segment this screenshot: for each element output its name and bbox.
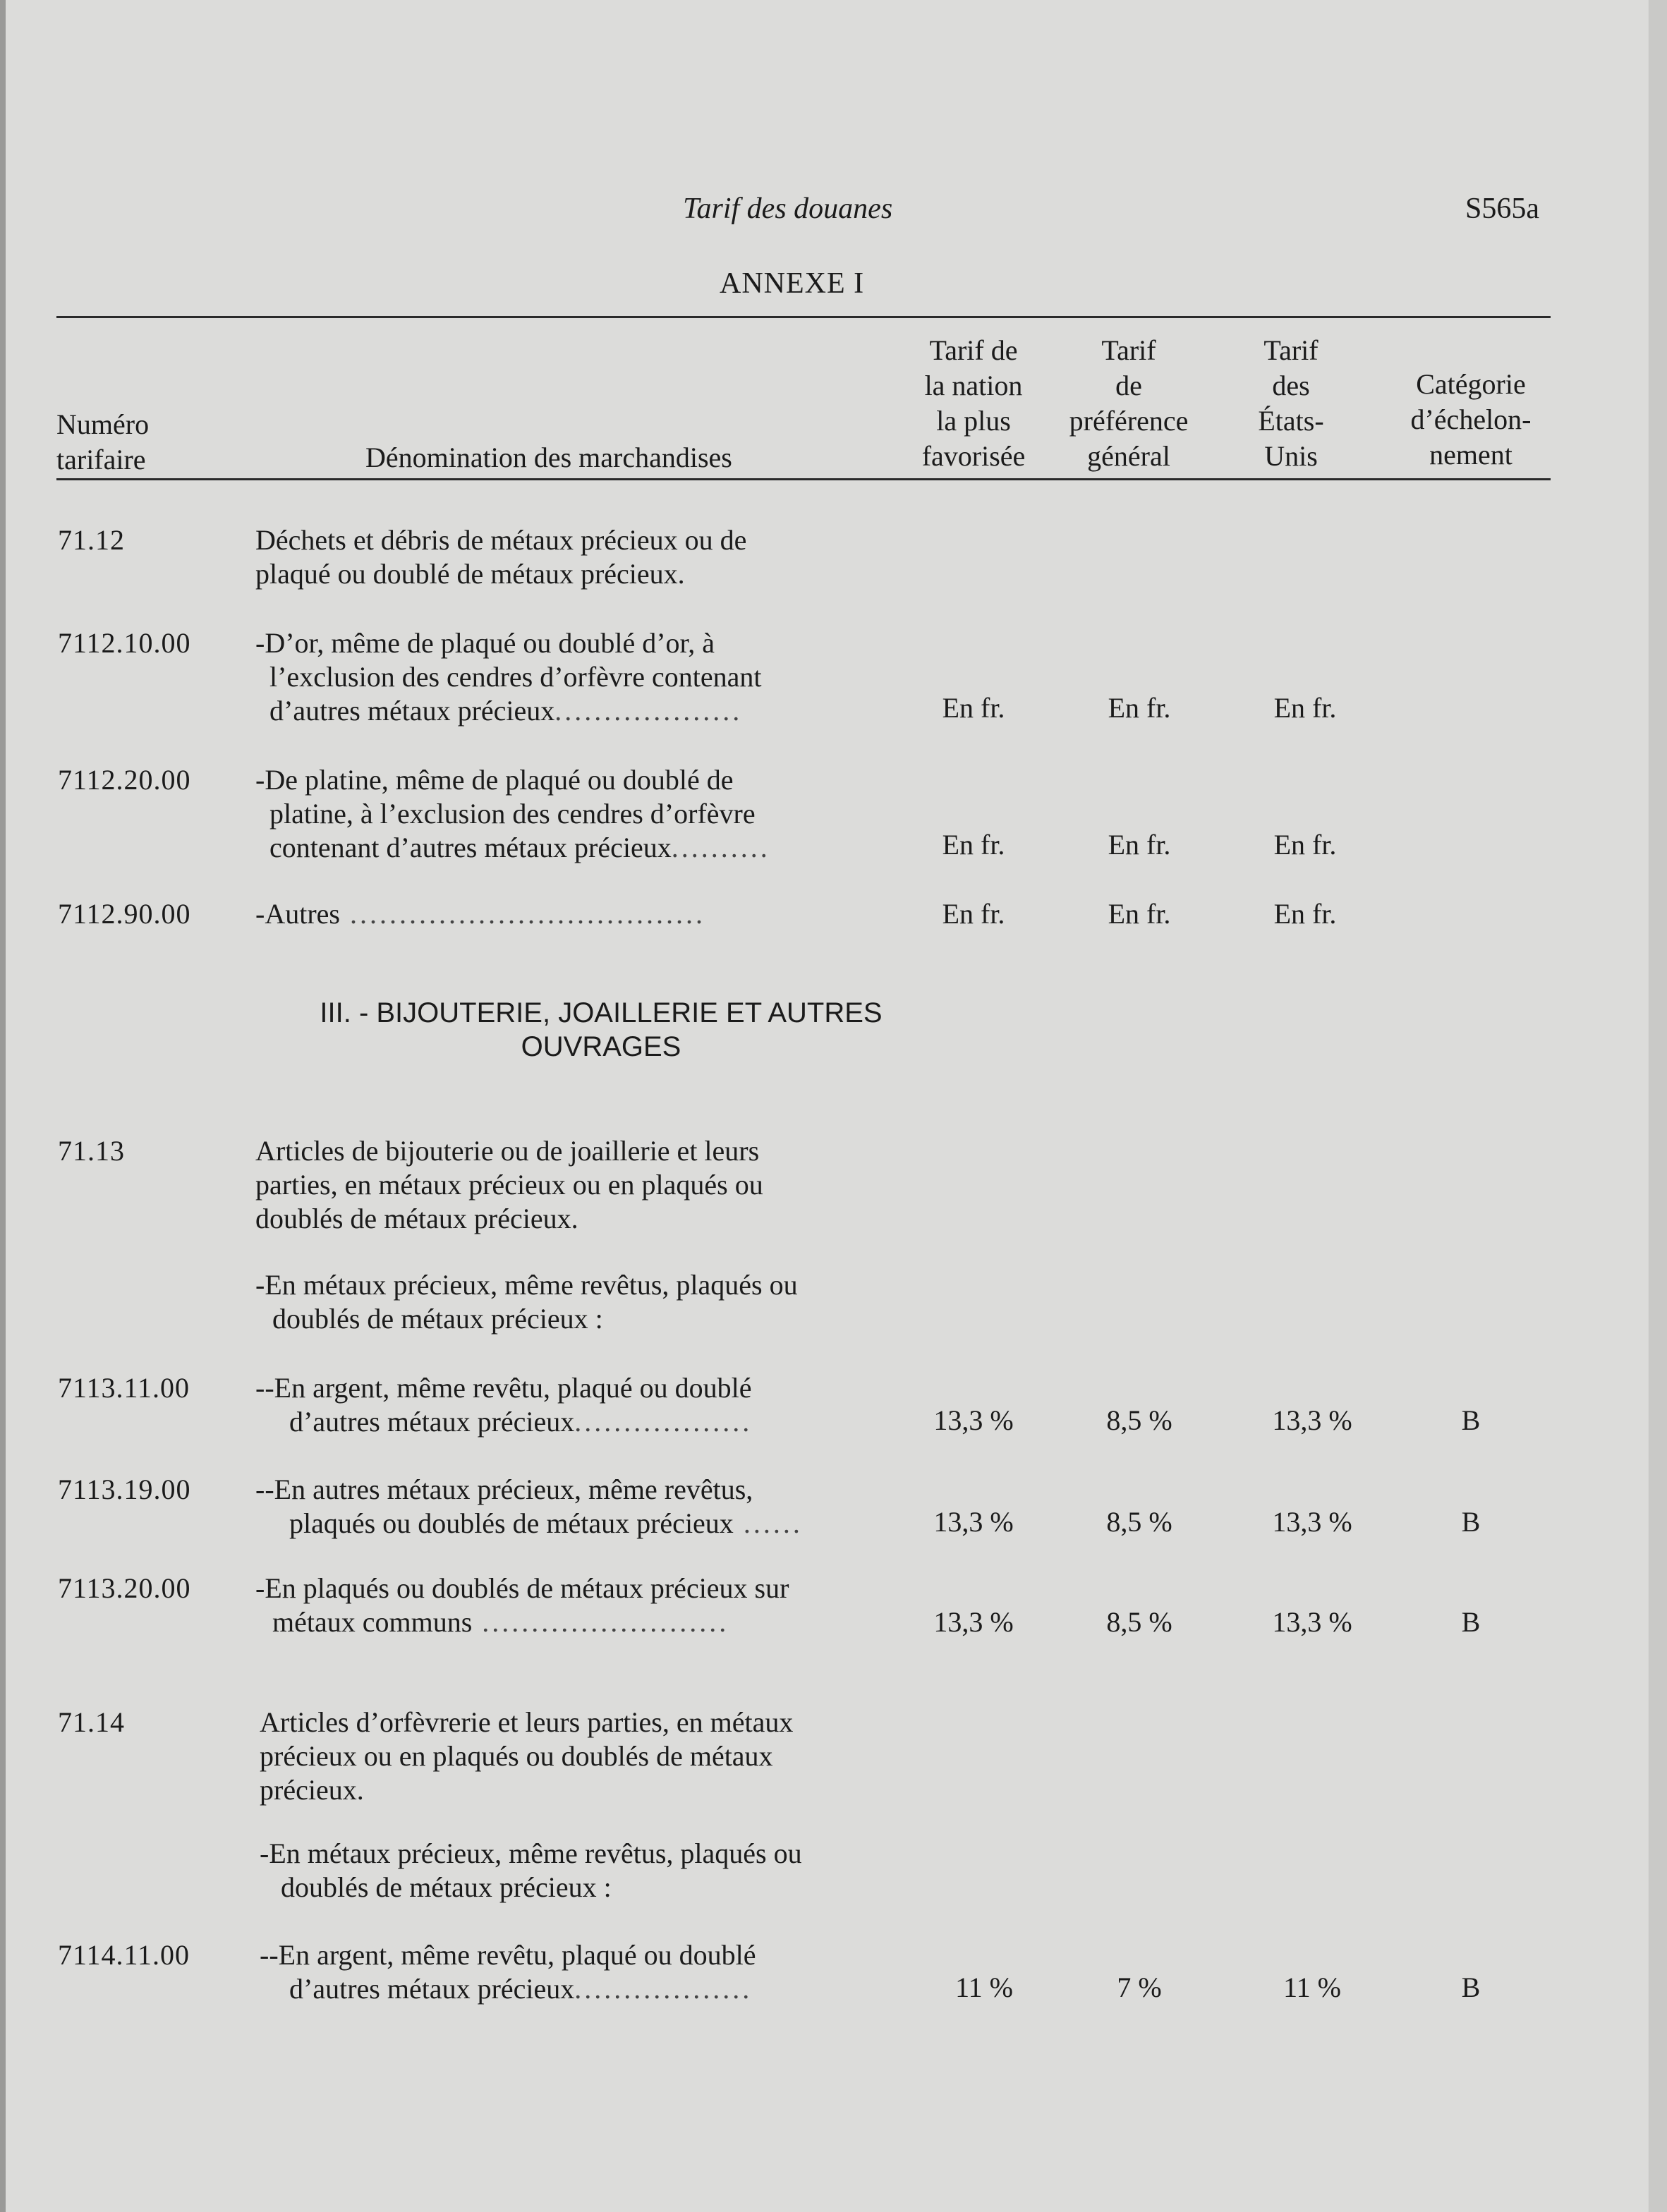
item-description: --En argent, même revêtu, plaqué ou doublé d’autres métaux précieux..................	[255, 1372, 753, 1438]
tariff-number: 71.14	[58, 1706, 125, 1738]
tariff-number: 71.12	[58, 524, 125, 556]
ust-rate: 13,3 %	[1272, 1506, 1352, 1538]
mfn-rate: 13,3 %	[933, 1404, 1014, 1436]
header-rule	[56, 478, 1551, 480]
mfn-rate: 13,3 %	[933, 1506, 1014, 1538]
ust-rate: En fr.	[1273, 829, 1337, 861]
col-header-description: Dénomination des marchandises	[365, 442, 732, 473]
tariff-number: 7113.19.00	[58, 1473, 191, 1505]
item-description: Déchets et débris de métaux précieux ou de plaqué ou doublé de métaux précieux.	[255, 524, 747, 590]
mfn-rate: En fr.	[942, 898, 1005, 930]
item-description: --En argent, même revêtu, plaqué ou doublé d’autres métaux précieux..................	[260, 1939, 756, 2005]
item-description: -En métaux précieux, même revêtus, plaqués ou doublés de métaux précieux :	[255, 1269, 798, 1335]
tariff-number: 7112.20.00	[58, 764, 191, 796]
mfn-rate: En fr.	[942, 829, 1005, 861]
gpt-rate: En fr.	[1108, 692, 1171, 724]
col-header-ust: Tarif des États- Unis	[1258, 334, 1324, 472]
col-header-gpt: Tarif de préférence général	[1069, 334, 1189, 472]
item-description: -En plaqués ou doublés de métaux précieux sur métaux communs .........................	[255, 1572, 789, 1638]
item-description: -Autres ....................................	[255, 898, 705, 930]
item-description: Articles de bijouterie ou de joaillerie et leurs parties, en métaux précieux ou en plaqués ou doublés de métaux précieux.	[255, 1135, 763, 1234]
staging-category: B	[1461, 1606, 1481, 1638]
gpt-rate: 8,5 %	[1106, 1404, 1172, 1436]
mfn-rate: En fr.	[942, 692, 1005, 724]
tariff-number: 7113.11.00	[58, 1372, 190, 1404]
item-description: -De platine, même de plaqué ou doublé de platine, à l’exclusion des cendres d’orfèvre contenant d’autres métaux précieux..........	[255, 764, 770, 863]
running-title: Tarif des douanes	[683, 193, 893, 225]
tariff-number: 71.13	[58, 1135, 125, 1167]
gpt-rate: En fr.	[1108, 829, 1171, 861]
gpt-rate: 8,5 %	[1106, 1506, 1172, 1538]
item-description: --En autres métaux précieux, même revêtus, plaqués ou doublés de métaux précieux ......	[255, 1473, 803, 1539]
tariff-number: 7113.20.00	[58, 1572, 191, 1604]
tariff-number: 7114.11.00	[58, 1939, 190, 1971]
col-header-mfn: Tarif de la nation la plus favorisée	[921, 334, 1026, 472]
item-description: -En métaux précieux, même revêtus, plaqués ou doublés de métaux précieux :	[260, 1837, 802, 1903]
ust-rate: 13,3 %	[1272, 1606, 1352, 1638]
page-number: S565a	[1465, 193, 1539, 225]
page-edge-left	[0, 0, 6, 2212]
col-header-tariff-number: Numéro tarifaire	[56, 408, 150, 475]
tariff-number: 7112.90.00	[58, 898, 191, 930]
gpt-rate: 7 %	[1117, 1971, 1162, 2003]
staging-category: B	[1461, 1506, 1481, 1538]
annex-title: ANNEXE I	[720, 267, 865, 300]
tariff-number: 7112.10.00	[58, 627, 191, 659]
top-rule	[56, 316, 1551, 318]
item-description: Articles d’orfèvrerie et leurs parties, en métaux précieux ou en plaqués ou doublés de métaux précieux.	[260, 1706, 794, 1806]
mfn-rate: 11 %	[955, 1971, 1013, 2003]
gpt-rate: En fr.	[1108, 898, 1171, 930]
section-heading: III. - BIJOUTERIE, JOAILLERIE ET AUTRES OUVRAGES	[320, 997, 883, 1062]
ust-rate: 13,3 %	[1272, 1404, 1352, 1436]
item-description: -D’or, même de plaqué ou doublé d’or, à l’exclusion des cendres d’orfèvre contenant d’autres métaux précieux...................	[255, 627, 762, 727]
staging-category: B	[1461, 1971, 1481, 2003]
ust-rate: En fr.	[1273, 692, 1337, 724]
col-header-staging: Catégorie d’échelon- nement	[1410, 368, 1532, 470]
ust-rate: En fr.	[1273, 898, 1337, 930]
staging-category: B	[1461, 1404, 1481, 1436]
ust-rate: 11 %	[1283, 1971, 1341, 2003]
document-page	[4, 0, 1648, 2212]
mfn-rate: 13,3 %	[933, 1606, 1014, 1638]
gpt-rate: 8,5 %	[1106, 1606, 1172, 1638]
page-edge-right	[1649, 0, 1667, 2212]
